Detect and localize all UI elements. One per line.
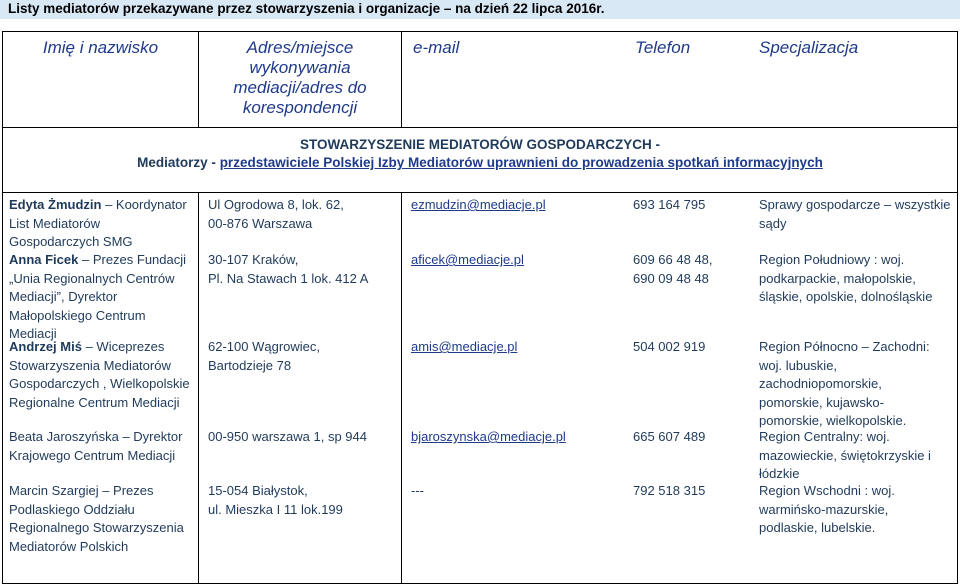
mediator-1-phone: 693 164 795 (633, 197, 706, 212)
mediator-4-name: Beata Jaroszyńska – Dyrektor (9, 429, 183, 444)
col-divider-2-top (401, 32, 402, 127)
org-divider (3, 192, 957, 193)
page-title: Listy mediatorów przekazywane przez stowarzyszenia i organizacje – na dzień 22 lipca 2016r. (8, 1, 605, 16)
mediator-4-address: 00-950 warszawa 1, sp 944 (208, 429, 367, 444)
mediator-1-email[interactable]: ezmudzin@mediacje.pl (411, 197, 546, 212)
mediator-1-specialization: Sprawy gospodarcze – wszystkie sądy (759, 197, 951, 231)
mediator-1-name-cell: Edyta Żmudzin – Koordynator List Mediatorów Gospodarczych SMG (9, 197, 187, 249)
title-bar (0, 0, 960, 19)
mediator-2-phone: 609 66 48 48, 690 09 48 48 (633, 252, 713, 286)
mediator-2-email[interactable]: aficek@mediacje.pl (411, 252, 524, 267)
col-divider-1 (198, 192, 199, 583)
mediator-4-specialization: Region Centralny: woj. mazowieckie, świętokrzyskie i łódzkie (759, 429, 931, 481)
mediator-3-email[interactable]: amis@mediacje.pl (411, 339, 518, 354)
mediator-3-address: 62-100 Wągrowiec, Bartodzieje 78 (208, 339, 320, 373)
mediator-3-phone: 504 002 919 (633, 339, 706, 354)
mediator-1-address: Ul Ogrodowa 8, lok. 62, 00-876 Warszawa (208, 197, 344, 231)
mediator-5-name-cell: Marcin Szargiej – Prezes Podlaskiego Oddziału Regionalnego Stowarzyszenia Mediatorów Polskich (9, 482, 195, 556)
mediator-3-name: Andrzej Miś (9, 339, 82, 354)
mediator-2-name-cell: Anna Ficek – Prezes Fundacji „Unia Regionalnych Centrów Mediacji”, Dyrektor Małopolskiego Centrum Mediacji (9, 252, 187, 341)
header-specialization: Specjalizacja (759, 38, 859, 57)
mediator-5-email: --- (411, 483, 424, 498)
mediator-3-name-cell: Andrzej Miś – Wiceprezes Stowarzyszenia Mediatorów Gospodarczych , Wielkopolskie Regionalne Centrum Mediacji (9, 339, 190, 410)
mediator-2-name: Anna Ficek (9, 252, 79, 267)
mediator-4-email[interactable]: bjaroszynska@mediacje.pl (411, 429, 566, 444)
mediator-5-specialization: Region Wschodni : woj. warmińsko-mazurskie, podlaskie, lubelskie. (759, 483, 895, 535)
mediator-4-name-cell: Beata Jaroszyńska – Dyrektor Krajowego Centrum Mediacji (9, 428, 195, 465)
mediator-1-name: Edyta Żmudzin (9, 197, 102, 212)
col-divider-2 (401, 192, 402, 583)
mediator-5-phone: 792 518 315 (633, 483, 706, 498)
mediator-2-specialization: Region Południowy : woj. podkarpackie, małopolskie, śląskie, opolskie, dolnośląskie (759, 252, 933, 304)
mediator-5-name: Marcin Szargiej – Prezes (9, 483, 154, 498)
organization-link[interactable]: przedstawiciele Polskiej Izby Mediatorów uprawnieni do prowadzenia spotkań informacyjnych (219, 155, 823, 170)
header-email: e-mail (413, 38, 460, 57)
header-address: Adres/miejsce wykonywania mediacji/adres do korespondencji (233, 38, 367, 117)
header-divider (3, 127, 957, 128)
organization-name: STOWARZYSZENIE MEDIATORÓW GOSPODARCZYCH - (299, 137, 660, 152)
mediator-3-specialization: Region Północno – Zachodni: woj. lubuskie, zachodniopomorskie, pomorskie, kujawsko- pomorskie, wielkopolskie. (759, 339, 930, 428)
mediators-table (2, 31, 958, 584)
organization-description: Mediatorzy - przedstawiciele Polskiej Izby Mediatorów uprawnieni do prowadzenia spotkań informacyjnych (137, 155, 823, 170)
header-name: Imię i nazwisko (42, 38, 159, 57)
mediator-4-phone: 665 607 489 (633, 429, 706, 444)
mediator-2-address: 30-107 Kraków, Pl. Na Stawach 1 lok. 412 A (208, 252, 369, 286)
header-phone: Telefon (635, 38, 691, 57)
mediator-5-address: 15-054 Białystok, ul. Mieszka I 11 lok.199 (208, 483, 343, 517)
